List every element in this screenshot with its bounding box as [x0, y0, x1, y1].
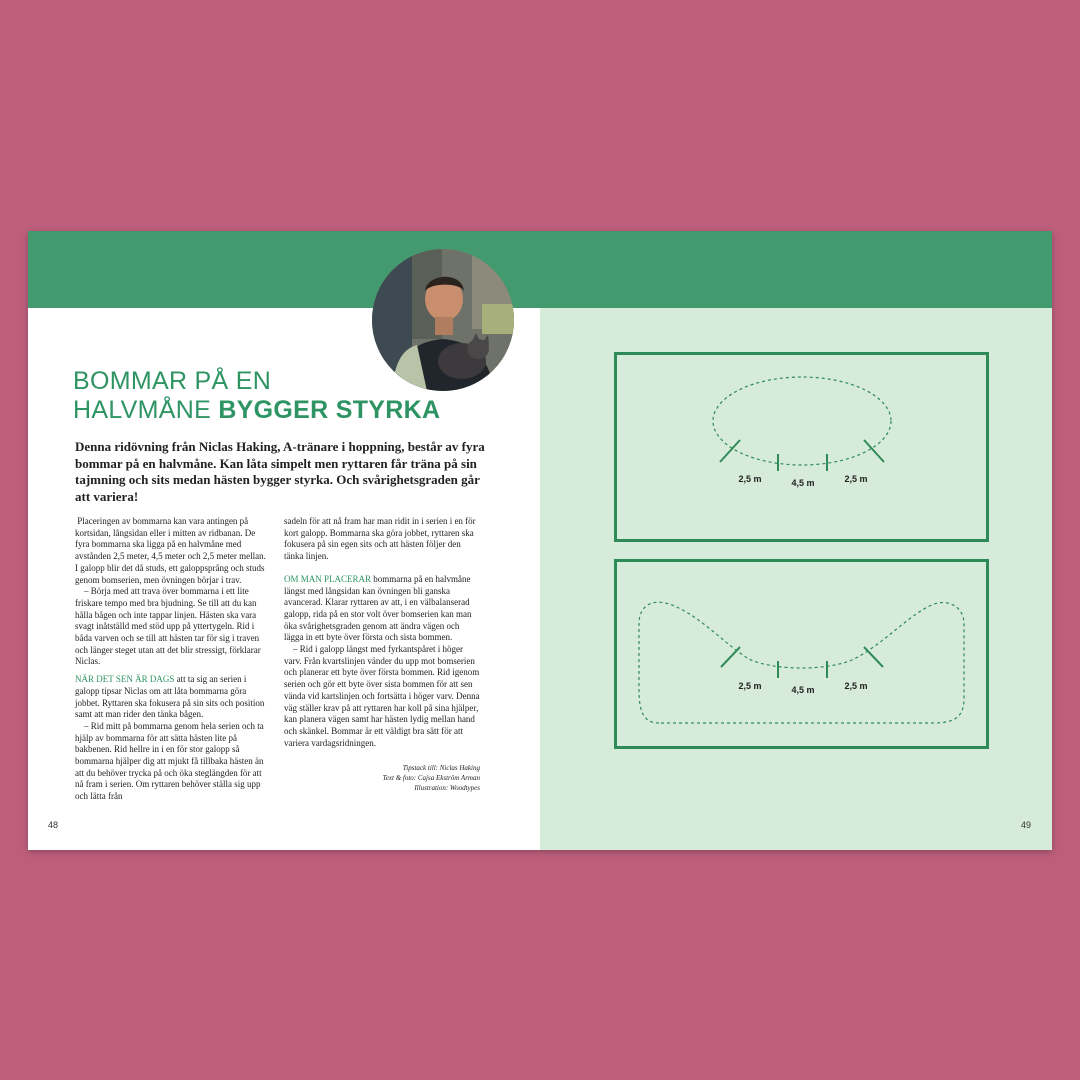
- dashed-route: [713, 377, 891, 465]
- pole-4: [864, 647, 883, 667]
- title-line-2-light: HALVMÅNE: [73, 396, 219, 424]
- distance-label: 4,5 m: [791, 478, 815, 488]
- dashed-route: [639, 602, 964, 723]
- portrait-photo: [372, 249, 514, 391]
- page-number-right: 49: [1021, 820, 1032, 830]
- credits: Tipstack till: Niclas Haking Text & foto: Cajsa Ekström Arman Illustration: Woodtypes: [382, 764, 480, 793]
- body-paragraph: sadeln för att nå fram har man ridit in i serien i en för kort galopp. Bommarna ska göra jobbet, ryttaren ska fokusera på sin egen sits och att hästen följer den tänka linjen.: [284, 516, 476, 562]
- pole-4: [864, 440, 884, 462]
- body-paragraph: Placeringen av bommarna kan vara antingen på kortsidan, långsidan eller i mitten av ridbanan. De fyra bommarna ska ligga på en halvmåne med avstånden 2,5 meter, 4,5 meter och 2,5 meter mellan. I galopp blir det då studs, ett galoppsprång och studs genom bomserien, men övningen börjar i trav.: [75, 516, 266, 585]
- arena-outline: [616, 354, 988, 541]
- title-line-1: BOMMAR PÅ EN: [73, 367, 272, 395]
- body-paragraph: OM MAN PLACERAR bommarna på en halvmåne längst med långsidan kan övningen bli ganska avancerad. Klarar ryttaren av att, i en välbalanserad galopp, rida på en stor volt över bomserien kan man öka svårighetsgraden genom att ändra vägen och lägga in ett byte över första och sista bommen.: [284, 573, 472, 643]
- arena-diagram-volt: [614, 352, 990, 543]
- distance-label: 2,5 m: [738, 474, 762, 484]
- green-header-band: [28, 231, 1052, 308]
- article-title: [73, 367, 440, 425]
- body-paragraph: – Rid i galopp längst med fyrkantspåret i höger varv. Från kvartslinjen vänder du upp mot bomserien och planerar ett byte över första bommen. Rid igenom serien och gör ett byte över sista bommen för att sen vända vid kartslinjen och fortsätta i höger varv. Denna väg ställer krav på att ryttaren har koll på sina hjälper, kan planera vägen samt har hästen lydig mellan hand och skänkel. Bommar är ett väldigt bra sätt för att variera vardagsridningen.: [284, 644, 480, 748]
- arena-diagram-change: [614, 559, 990, 750]
- distance-label: 4,5 m: [791, 685, 815, 695]
- kicker: NÄR DET SEN ÄR DAGS: [75, 674, 175, 685]
- magazine-spread: [28, 231, 1052, 850]
- title-line-2-bold: BYGGER STYRKA: [218, 396, 441, 424]
- text-column-2: [284, 516, 480, 793]
- pole-1: [721, 647, 740, 667]
- body-paragraph: – Rid mitt på bommarna genom hela serien och ta hjälp av bommarna för att sätta hästen lite på bakbenen. Rid hellre in i en för stor galopp så bommarna hjälper dig att mjukt få tillbaka hästen än att du behöver trycka på och öka steglängden för att nå fram i serien. Om ryttaren behöver ställa sig upp och lätta från: [75, 720, 264, 802]
- page-number-left: 48: [48, 820, 59, 830]
- arena-outline: [616, 561, 988, 748]
- distance-label: 2,5 m: [738, 681, 762, 691]
- lead-paragraph: Denna ridövning från Niclas Haking, A-tränare i hoppning, består av fyra bommar på en halvmåne. Kan låta simpelt men ryttaren får träna på sin tajmning och sits medan hästen bygger styrka. Och svårighetsgraden går att variera!: [75, 439, 485, 504]
- kicker: OM MAN PLACERAR: [284, 573, 372, 584]
- distance-label: 2,5 m: [844, 681, 868, 691]
- body-paragraph: NÄR DET SEN ÄR DAGS att ta sig an serien i galopp tipsar Niclas om att låta bommarna göra jobbet. Ryttaren ska fokusera på sin sits och position samt att man rider den tänka bågen.: [75, 674, 265, 720]
- body-paragraph: – Börja med att trava över bommarna i ett lite friskare tempo med bra bjudning. Se till att du kan hålla bågen och inte tappar linjen. Hästen ska vara svagt inåtställd med stöd upp på yttertygeln. Rid i båda varven och se till att hästen tar för sig i traven och länger steget utan att det blir stressigt, förklarar Niclas.: [75, 586, 261, 667]
- text-column-1: [75, 516, 271, 803]
- distance-label: 2,5 m: [844, 474, 868, 484]
